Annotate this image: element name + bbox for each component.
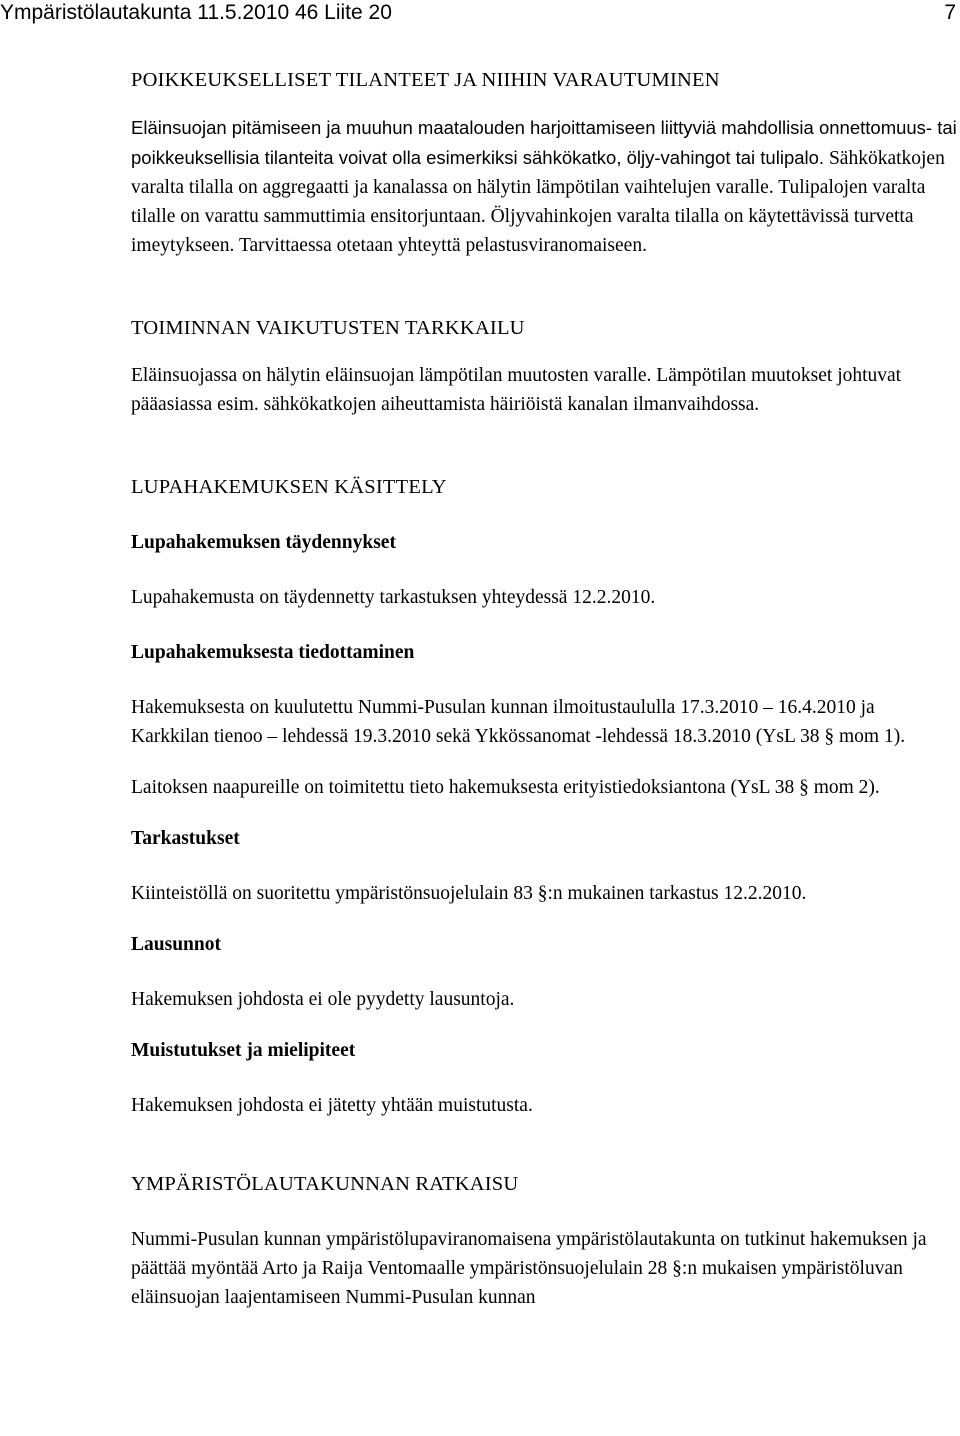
document-header-title: Ympäristölautakunta 11.5.2010 46 Liite 20 — [0, 1, 392, 24]
paragraph-taydennykset: Lupahakemusta on täydennetty tarkastuksen yhteydessä 12.2.2010. — [131, 587, 656, 608]
page-number: 7 — [944, 1, 956, 24]
section-title-toiminnan: TOIMINNAN VAIKUTUSTEN TARKKAILU — [131, 317, 525, 339]
paragraph-toiminnan: Eläinsuojassa on hälytin eläinsuojan lämpötilan muutosten varalle. Lämpötilan muutokset johtuvat pääasiassa esim. sähkökatkojen aiheuttamista häiriöistä kanalan ilmanvaihdossa. — [131, 365, 902, 415]
paragraph-poikkeukselliset — [131, 113, 957, 260]
paragraph-tiedottaminen-2: Laitoksen naapureille on toimitettu tieto hakemuksesta erityistiedoksiantona (YsL 38 § mom 2). — [131, 777, 880, 798]
paragraph-serif-run: Sähkökatkojen varalta tilalla on aggregaatti ja kanalassa on hälytin lämpötilan vaihtelujen varalle. Tulipalojen varalta tilalle on varattu sammuttimia ensitorjuntaan. Öljyvahinkojen varalta tilalla on käytettävissä turvetta imeytykseen. Tarvittaessa otetaan yhteyttä pelastusviranomaiseen. — [131, 148, 945, 256]
subheading-tarkastukset: Tarkastukset — [131, 828, 240, 849]
paragraph-muistutukset: Hakemuksen johdosta ei jätetty yhtään muistutusta. — [131, 1095, 533, 1116]
paragraph-tarkastukset: Kiinteistöllä on suoritettu ympäristönsuojelulain 83 §:n mukainen tarkastus 12.2.2010. — [131, 883, 807, 904]
paragraph-tiedottaminen-1: Hakemuksesta on kuulutettu Nummi-Pusulan kunnan ilmoitustaululla 17.3.2010 – 16.4.2010 ja Karkkilan tienoo – lehdessä 19.3.2010 sekä Ykkössanomat -lehdessä 18.3.2010 (YsL 38 § mom 1). — [131, 697, 906, 747]
section-title-poikkeukselliset: POIKKEUKSELLISET TILANTEET JA NIIHIN VARAUTUMINEN — [131, 69, 720, 91]
paragraph-lausunnot: Hakemuksen johdosta ei ole pyydetty lausuntoja. — [131, 989, 515, 1010]
paragraph-sans-run: Eläinsuojan pitämiseen ja muuhun maatalouden harjoittamiseen liittyviä mahdollisia onnettomuus- tai poikkeuksellisia tilanteita voivat olla esimerkiksi sähkökatko, öljy-vahingot tai tulipalo. — [131, 117, 957, 168]
section-title-lupahakemuksen: LUPAHAKEMUKSEN KÄSITTELY — [131, 476, 447, 498]
subheading-tiedottaminen: Lupahakemuksesta tiedottaminen — [131, 642, 415, 663]
document-body — [131, 66, 957, 1312]
section-title-ratkaisu: YMPÄRISTÖLAUTAKUNNAN RATKAISU — [131, 1173, 519, 1195]
paragraph-ratkaisu: Nummi-Pusulan kunnan ympäristölupaviranomaisena ympäristölautakunta on tutkinut hakemuksen ja päättää myöntää Arto ja Raija Ventomaalle ympäristönsuojelulain 28 §:n mukaisen ympäristöluvan eläinsuojan laajentamiseen Nummi-Pusulan kunnan — [131, 1229, 927, 1308]
subheading-taydennykset: Lupahakemuksen täydennykset — [131, 532, 396, 553]
subheading-muistutukset: Muistutukset ja mielipiteet — [131, 1040, 356, 1061]
subheading-lausunnot: Lausunnot — [131, 934, 221, 955]
page-header — [0, 0, 960, 30]
